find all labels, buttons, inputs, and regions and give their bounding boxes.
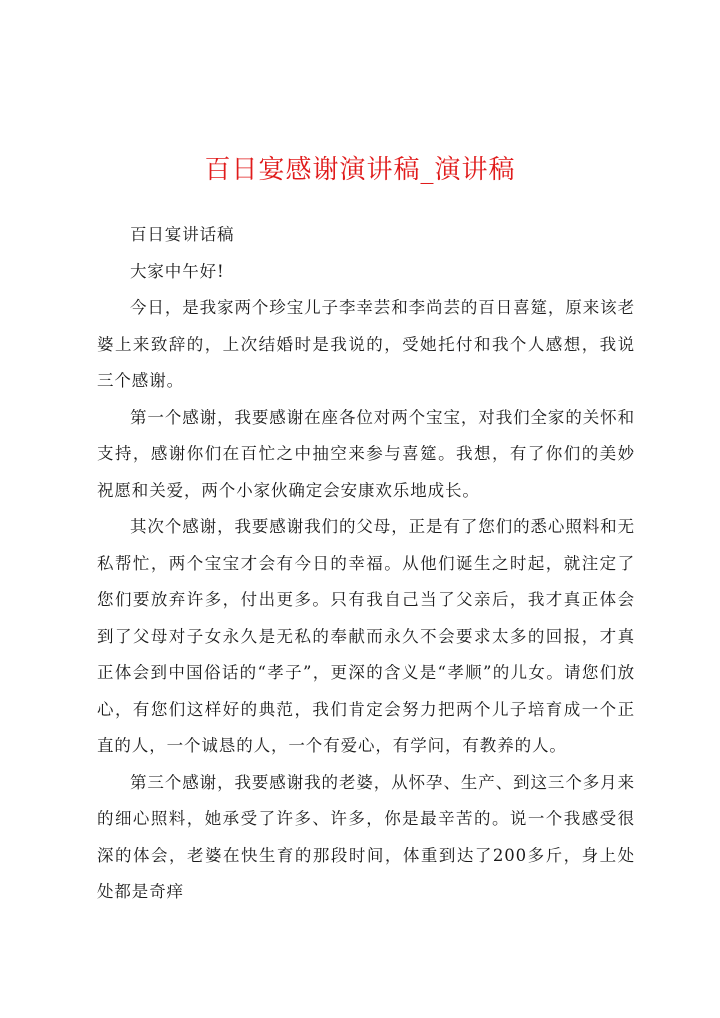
paragraph-third-thanks: 第三个感谢，我要感谢我的老婆，从怀孕、生产、到这三个多月来的细心照料，她承受了许多、许多，你是最辛苦的。说一个我感受很深的体会，老婆在快生育的那段时间，体重到达了200多斤，身上处处都是奇痒 [97, 772, 635, 901]
paragraph-greeting: 大家中午好! [130, 261, 225, 281]
document-body [97, 217, 635, 911]
paragraph-subtitle: 百日宴讲话稿 [130, 225, 235, 244]
paragraph-first-thanks: 第一个感谢，我要感谢在座各位对两个宝宝，对我们全家的关怀和支持，感谢你们在百忙之中抽空来参与喜筵。我想，有了你们的美妙祝愿和关爱，两个小家伙确定会安康欢乐地成长。 [97, 407, 635, 500]
document-title: 百日宴感谢演讲稿_演讲稿 [204, 155, 516, 185]
paragraph-intro: 今日，是我家两个珍宝儿子李幸芸和李尚芸的百日喜筵，原来该老婆上来致辞的，上次结婚时是我说的，受她托付和我个人感想，我说三个感谢。 [97, 298, 635, 390]
paragraph-second-thanks: 其次个感谢，我要感谢我们的父母，正是有了您们的悉心照料和无私帮忙，两个宝宝才会有今日的幸福。从他们诞生之时起，就注定了您们要放弃许多，付出更多。只有我自己当了父亲后，我才真正体会到了父母对子女永久是无私的奉献而永久不会要求太多的回报，才真正体会到中国俗话的“孝子”，更深的含义是“孝顺”的儿女。请您们放心，有您们这样好的典范，我们肯定会努力把两个儿子培育成一个正直的人，一个诚恳的人，一个有爱心，有学问，有教养的人。 [97, 517, 635, 755]
